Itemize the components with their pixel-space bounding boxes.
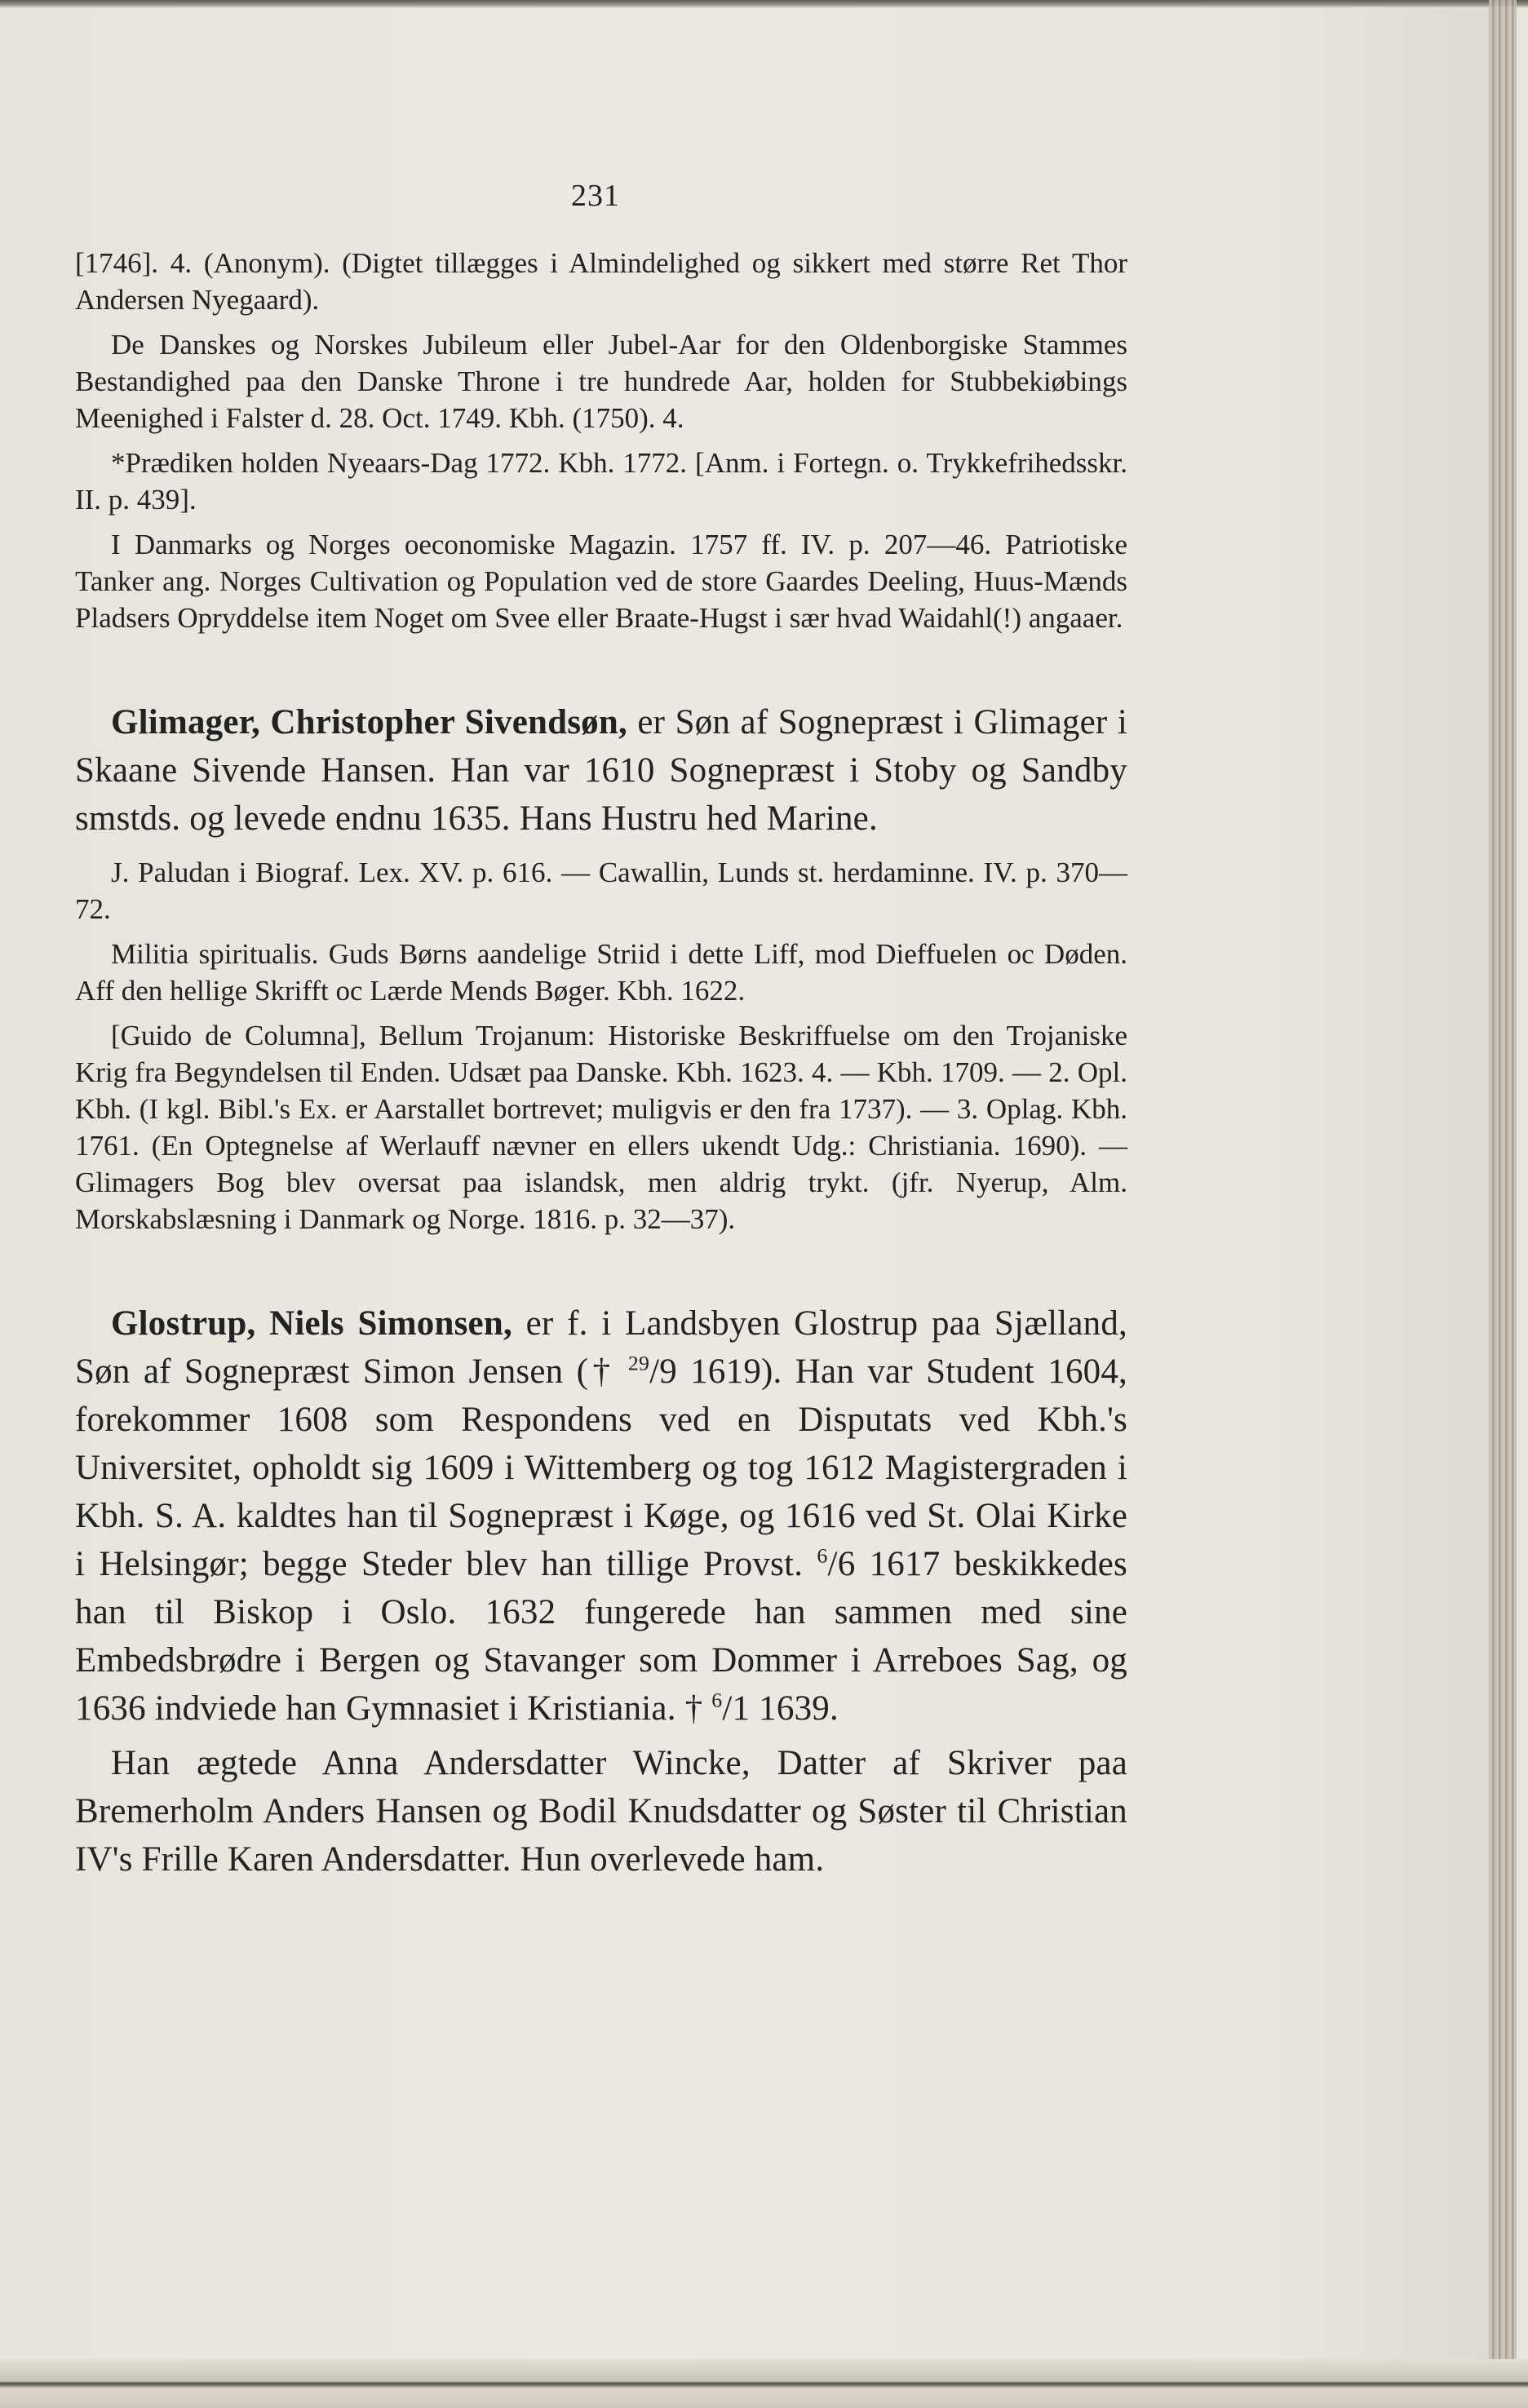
entry-text: 1619). Han var Student 1604, forekommer 1608 som Respondens ved en Disputats ved Kbh.'s Universitet, opholdt sig 1609 i Wittemberg og tog 1612 Magistergraden i Kbh. S. A. kaldtes han til Sognepræst i Køge, og 1616 ved St. Olai Kirke i Helsingør; begge Steder blev han tillige Provst. [75,1352,1127,1583]
entry-text: 1617 beskikkedes han til Biskop i Oslo. 1632 fungerede han sammen med sine Embedsbrødre i Bergen og Stavanger som Dommer i Arreboes Sag, og 1636 indviede han Gymnasiet i Kristiania. † [75,1545,1127,1728]
bib-entry: De Danskes og Norskes Jubileum eller Jubel-Aar for den Oldenborgiske Stammes Bestandighed paa den Danske Throne i tre hundrede Aar, holden for Stubbekiøbings Meenighed i Falster d. 28. Oct. 1749. Kbh. (1750). 4. [75,329,1127,434]
text-column [75,245,1127,1883]
entry-glimager [75,698,1127,1237]
page-number: 231 [571,179,620,213]
entry-paragraph: Han ægtede Anna Andersdatter Wincke, Datter af Skriver paa Bremerholm Anders Hansen og Bodil Knudsdatter og Søster til Christian IV's Frille Karen Andersdatter. Hun overlevede ham. [75,1744,1127,1879]
date-numerator: 6 [711,1688,723,1712]
entry-text: 1639. [750,1689,839,1728]
note: J. Paludan i Biograf. Lex. XV. p. 616. — Cawallin, Lunds st. herdaminne. IV. p. 370—72. [75,857,1127,925]
entry-lead: Glostrup, Niels Simonsen, er f. i Landsbyen Glostrup paa Sjælland, Søn af Sognepræst Simon Jensen († $^{29}$/9 1619). Han var Student 1604, forekommer 1608 som Respondens ved en Disputats ved Kbh.'s Universitet, opholdt sig 1609 i Wittemberg og tog 1612 Magistergraden i Kbh. S. A. kaldtes han til Sognepræst i Køge, og 1616 ved St. Olai Kirke i Helsingør; begge Steder blev han tillige Provst. $^6$/6 1617 beskikkedes han til Biskop i Oslo. 1632 fungerede han sammen med sine Embedsbrødre i Bergen og Stavanger som Dommer i Arreboes Sag, og 1636 indviede han Gymnasiet i Kristiania. † $^6$/1 1639. [75,1304,1127,1728]
date-denominator: 9 [659,1352,677,1391]
entry-heading: Glostrup, Niels Simonsen, [111,1304,512,1343]
date-numerator: 6 [817,1543,828,1568]
entry-glostrup [75,1299,1127,1883]
continued-bibliography [75,245,1127,636]
entry-lead [75,698,1127,843]
top-edge [0,0,1528,8]
entry-text: er f. i Landsbyen Glostrup paa Sjælland, Søn af Sognepræst Simon Jensen († [75,1304,1127,1391]
book-page-edges [1489,0,1517,2408]
entry-notes [75,854,1127,1237]
date-denominator: 6 [837,1545,856,1583]
date-denominator: 1 [732,1689,751,1728]
entry-heading: Glimager, Christopher Sivendsøn, [111,703,627,741]
bib-entry: *Prædiken holden Nyeaars-Dag 1772. Kbh. 1772. [Anm. i Fortegn. o. Trykkefrihedsskr. II. p. 439]. [75,447,1127,516]
bib-entry: [1746]. 4. (Anonym). (Digtet tillægges i Almindelighed og sikkert med større Ret Thor Andersen Nyegaard). [75,247,1127,316]
entry-intro: er Søn af Sognepræst i Glimager i Skaane Sivende Hansen. Han var 1610 Sognepræst i Stoby og Sandby smstds. og levede endnu 1635. Hans Hustru hed Marine. [75,703,1128,838]
bottom-edge [0,2359,1528,2408]
bib-entry: I Danmarks og Norges oeconomiske Magazin. 1757 ff. IV. p. 207—46. Patriotiske Tanker ang. Norges Cultivation og Population ved de store Gaardes Deeling, Huus-Mænds Pladsers Opryddelse item Noget om Svee eller Braate-Hugst i sær hvad Waidahl(!) angaaer. [75,529,1127,634]
note: [Guido de Columna], Bellum Trojanum: Historiske Beskriffuelse om den Trojaniske Krig fra Begyndelsen til Enden. Udsæt paa Danske. Kbh. 1623. 4. — Kbh. 1709. — 2. Opl. Kbh. (I kgl. Bibl.'s Ex. er Aarstallet bortrevet; muligvis er den fra 1737). — 3. Oplag. Kbh. 1761. (En Optegnelse af Werlauff nævner en ellers ukendt Udg.: Christiania. 1690). — Glimagers Bog blev oversat paa islandsk, men aldrig trykt. (jfr. Nyerup, Alm. Morskabslæsning i Danmark og Norge. 1816. p. 32—37). [75,1020,1127,1235]
note: Militia spiritualis. Guds Børns aandelige Striid i dette Liff, mod Dieffuelen oc Døden. Aff den hellige Skrifft oc Lærde Mends Bøger. Kbh. 1622. [75,938,1127,1007]
date-numerator: 29 [627,1351,650,1375]
